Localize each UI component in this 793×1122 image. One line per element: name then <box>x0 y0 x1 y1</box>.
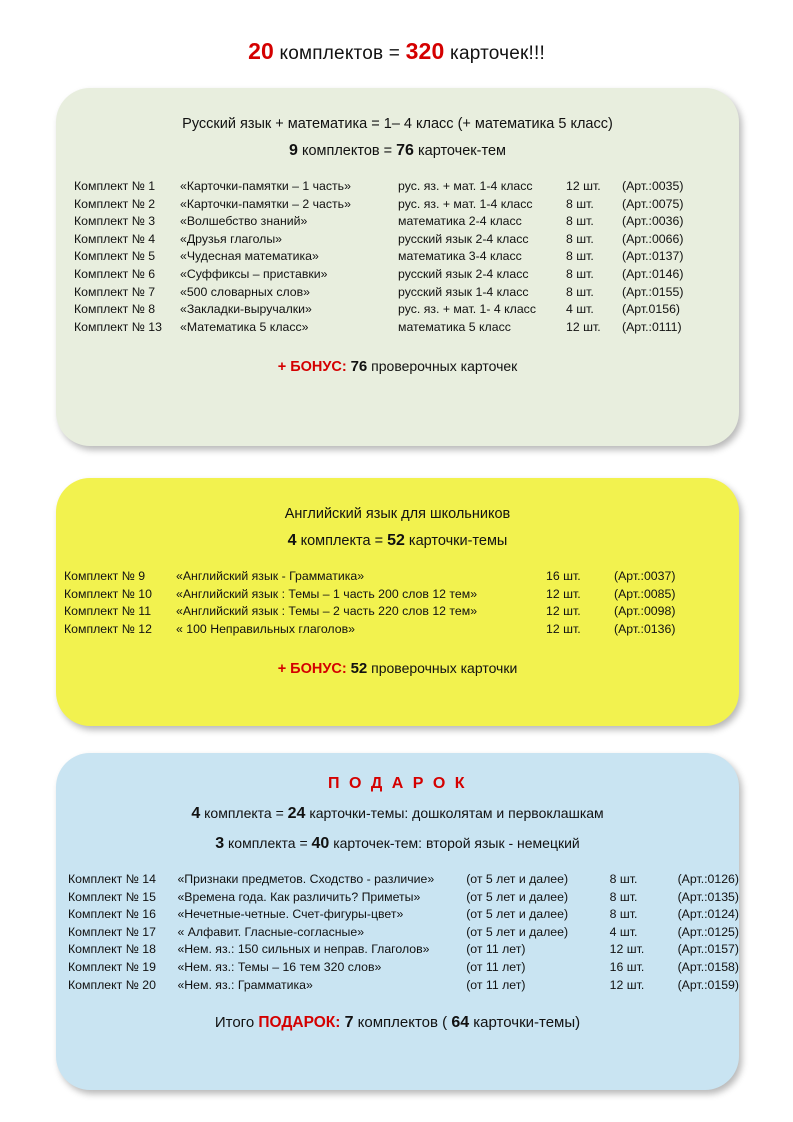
item-age: (от 11 лет) <box>466 977 526 992</box>
gift-total-line <box>56 1014 739 1032</box>
section-gift <box>56 753 739 1090</box>
item-age: (от 5 лет и далее) <box>466 872 569 886</box>
item-qty: 12 шт. <box>546 586 581 601</box>
item-qty: 8 шт. <box>609 907 638 922</box>
list-item <box>74 266 739 284</box>
item-number: Комплект № 9 <box>64 569 146 583</box>
gift1-mid: комплекта = <box>200 805 288 821</box>
section-russian-math <box>56 88 739 446</box>
item-name: «Признаки предметов. Сходство - различие» <box>177 872 435 886</box>
item-art: (Арт.:0066) <box>622 231 684 246</box>
item-age: (от 5 лет и далее) <box>466 907 569 922</box>
bonus-text: проверочных карточек <box>371 358 518 375</box>
gift2-mid: комплекта = <box>224 835 312 851</box>
item-qty: 16 шт. <box>609 959 645 974</box>
item-qty: 8 шт. <box>566 196 594 211</box>
item-number: Комплект № 11 <box>64 604 152 619</box>
gift1-sets-count: 4 <box>191 805 201 822</box>
green-sets-mid: комплектов = <box>297 143 397 159</box>
gift2-sets-count: 3 <box>215 835 225 852</box>
page-title <box>0 0 793 65</box>
yellow-heading-2 <box>56 522 739 550</box>
list-item <box>74 196 739 214</box>
item-number: Комплект № 10 <box>64 586 152 601</box>
item-name: «Нем. яз.: Грамматика» <box>177 977 313 992</box>
item-name: « 100 Неправильных глаголов» <box>176 621 355 636</box>
item-name: «Друзья глаголы» <box>180 231 283 246</box>
item-art: (Арт.:0137) <box>622 249 684 264</box>
item-name: «Времена года. Как различить? Приметы» <box>177 889 421 904</box>
item-number: Комплект № 12 <box>64 621 152 636</box>
item-name: «Английский язык : Темы – 1 часть 200 слов 12 тем» <box>176 586 478 601</box>
item-art: (Арт.:0126) <box>677 872 739 886</box>
item-art: (Арт.:0098) <box>614 604 676 619</box>
item-name: «Нем. яз.: 150 сильных и неправ. Глаголов» <box>177 942 430 957</box>
item-number: Комплект № 16 <box>68 907 156 922</box>
yellow-bonus-line <box>56 660 739 677</box>
list-item <box>68 977 739 995</box>
item-number: Комплект № 4 <box>74 231 156 246</box>
item-qty: 16 шт. <box>546 569 581 583</box>
title-cards-word: карточек!!! <box>444 43 545 64</box>
item-name: «Карточки-памятки – 2 часть» <box>180 196 351 211</box>
item-art: (Арт.:0035) <box>622 179 684 193</box>
yellow-sets-count: 4 <box>287 532 297 549</box>
item-number: Комплект № 6 <box>74 266 156 281</box>
list-item <box>68 941 739 959</box>
gift2-cards-count: 40 <box>311 835 330 852</box>
gift-subtitle-1 <box>56 793 739 823</box>
yellow-themes-count: 52 <box>387 532 405 549</box>
total-sets-count: 7 <box>344 1014 354 1032</box>
gift1-end: карточки-темы: дошколятам и первоклашкам <box>305 805 604 821</box>
green-bonus-line <box>56 358 739 375</box>
green-heading-2 <box>56 132 739 160</box>
item-number: Комплект № 3 <box>74 214 156 229</box>
item-number: Комплект № 17 <box>68 924 156 939</box>
total-label: ПОДАРОК: <box>258 1014 341 1032</box>
item-art: (Арт.:0146) <box>622 266 684 281</box>
item-art: (Арт.:0158) <box>677 959 739 974</box>
item-number: Комплект № 13 <box>74 319 162 334</box>
item-subject: математика 5 класс <box>398 319 511 334</box>
item-qty: 4 шт. <box>609 924 638 939</box>
yellow-heading-1: Английский язык для школьников <box>284 506 511 522</box>
item-name: «Суффиксы – приставки» <box>180 266 328 281</box>
list-item <box>74 178 739 196</box>
section-english <box>56 478 739 726</box>
item-number: Комплект № 18 <box>68 942 156 957</box>
item-qty: 8 шт. <box>609 872 638 886</box>
item-subject: математика 3-4 класс <box>398 249 522 264</box>
item-name: «Математика 5 класс» <box>180 319 309 334</box>
item-name: «Закладки-выручалки» <box>180 302 312 317</box>
list-item <box>68 871 739 889</box>
item-name: «Английский язык - Грамматика» <box>176 569 365 583</box>
item-art: (Арт.:0124) <box>677 907 739 922</box>
item-art: (Арт.:0075) <box>622 196 684 211</box>
green-sets-count: 9 <box>289 142 298 159</box>
gift2-end: карточек-тем: второй язык - немецкий <box>329 835 580 851</box>
item-qty: 12 шт. <box>609 942 645 957</box>
item-art: (Арт.:0136) <box>614 621 676 636</box>
list-item <box>64 586 739 604</box>
item-qty: 8 шт. <box>566 249 594 264</box>
list-item <box>64 603 739 621</box>
item-number: Комплект № 14 <box>68 872 156 886</box>
item-qty: 8 шт. <box>609 889 638 904</box>
green-item-list <box>56 178 739 336</box>
title-cards-count: 320 <box>405 38 445 64</box>
item-qty: 8 шт. <box>566 231 594 246</box>
gift-subtitle-2 <box>56 823 739 853</box>
item-subject: русский язык 2-4 класс <box>398 231 529 246</box>
item-subject: рус. яз. + мат. 1- 4 класс <box>398 302 536 317</box>
item-qty: 12 шт. <box>566 319 601 334</box>
green-themes-count: 76 <box>396 142 414 159</box>
item-name: «Волшебство знаний» <box>180 214 308 229</box>
item-number: Комплект № 15 <box>68 889 156 904</box>
item-subject: русский язык 1-4 класс <box>398 284 529 299</box>
item-subject: русский язык 2-4 класс <box>398 266 529 281</box>
gift1-cards-count: 24 <box>287 805 306 822</box>
list-item <box>74 213 739 231</box>
list-item <box>64 568 739 586</box>
item-name: «Нечетные-четные. Счет-фигуры-цвет» <box>177 907 404 922</box>
list-item <box>74 284 739 302</box>
item-age: (от 5 лет и далее) <box>466 924 569 939</box>
item-number: Комплект № 2 <box>74 196 156 211</box>
item-name: « Алфавит. Гласные-согласные» <box>177 924 365 939</box>
item-art: (Арт.:0037) <box>614 569 676 583</box>
list-item <box>68 906 739 924</box>
yellow-sets-mid: комплекта = <box>296 533 388 549</box>
item-name: «Карточки-памятки – 1 часть» <box>180 179 351 193</box>
item-qty: 4 шт. <box>566 302 594 317</box>
item-age: (от 5 лет и далее) <box>466 889 569 904</box>
item-qty: 12 шт. <box>546 604 581 619</box>
item-art: (Арт.:0036) <box>622 214 684 229</box>
item-art: (Арт.:0125) <box>677 924 739 939</box>
item-qty: 8 шт. <box>566 284 594 299</box>
bonus-label: + БОНУС: <box>277 359 347 376</box>
green-themes-word: карточек-тем <box>413 143 506 159</box>
yellow-item-list <box>56 568 739 638</box>
item-number: Комплект № 8 <box>74 302 156 317</box>
item-qty: 12 шт. <box>566 179 601 193</box>
bonus-count: 76 <box>350 358 368 376</box>
bonus-text: проверочных карточки <box>371 660 518 677</box>
yellow-themes-word: карточки-темы <box>404 533 508 549</box>
list-item <box>74 231 739 249</box>
total-prefix: Итого <box>214 1014 259 1032</box>
item-subject: рус. яз. + мат. 1-4 класс <box>398 179 533 193</box>
item-qty: 8 шт. <box>566 266 594 281</box>
item-age: (от 11 лет) <box>466 942 526 957</box>
list-item <box>68 924 739 942</box>
list-item <box>74 301 739 319</box>
bonus-label: + БОНУС: <box>277 661 347 678</box>
item-art: (Арт.:0159) <box>677 977 739 992</box>
list-item <box>68 889 739 907</box>
item-art: (Арт.:0085) <box>614 586 676 601</box>
item-qty: 12 шт. <box>546 621 581 636</box>
list-item <box>74 248 739 266</box>
item-subject: математика 2-4 класс <box>398 214 522 229</box>
item-qty: 12 шт. <box>609 977 645 992</box>
title-sets-word: комплектов <box>274 43 389 64</box>
item-name: «Чудесная математика» <box>180 249 319 264</box>
title-sets-count: 20 <box>248 38 275 64</box>
item-art: (Арт.:0157) <box>677 942 739 957</box>
item-name: «500 словарных слов» <box>180 284 311 299</box>
item-number: Комплект № 7 <box>74 284 156 299</box>
item-art: (Арт.:0135) <box>677 889 739 904</box>
bonus-count: 52 <box>350 660 368 678</box>
green-heading-1: Русский язык + математика = 1– 4 класс (+ математика 5 класс) <box>182 116 613 132</box>
total-mid: комплектов ( <box>353 1014 452 1032</box>
item-subject: рус. яз. + мат. 1-4 класс <box>398 196 533 211</box>
list-item <box>74 319 739 337</box>
blue-item-list <box>56 871 739 994</box>
item-art: (Арт.0156) <box>622 302 681 317</box>
item-qty: 8 шт. <box>566 214 594 229</box>
title-equals: = <box>388 43 406 64</box>
item-art: (Арт.:0111) <box>622 319 682 334</box>
item-age: (от 11 лет) <box>466 959 526 974</box>
total-cards-count: 64 <box>451 1014 470 1032</box>
item-number: Комплект № 1 <box>74 179 156 193</box>
item-name: «Нем. яз.: Темы – 16 тем 320 слов» <box>177 959 382 974</box>
item-number: Комплект № 5 <box>74 249 156 264</box>
list-item <box>68 959 739 977</box>
total-end: карточки-темы) <box>469 1014 581 1032</box>
item-art: (Арт.:0155) <box>622 284 684 299</box>
item-number: Комплект № 20 <box>68 977 156 992</box>
item-number: Комплект № 19 <box>68 959 156 974</box>
item-name: «Английский язык : Темы – 2 часть 220 слов 12 тем» <box>176 604 478 619</box>
gift-title: П О Д А Р О К <box>328 775 467 792</box>
list-item <box>64 621 739 639</box>
